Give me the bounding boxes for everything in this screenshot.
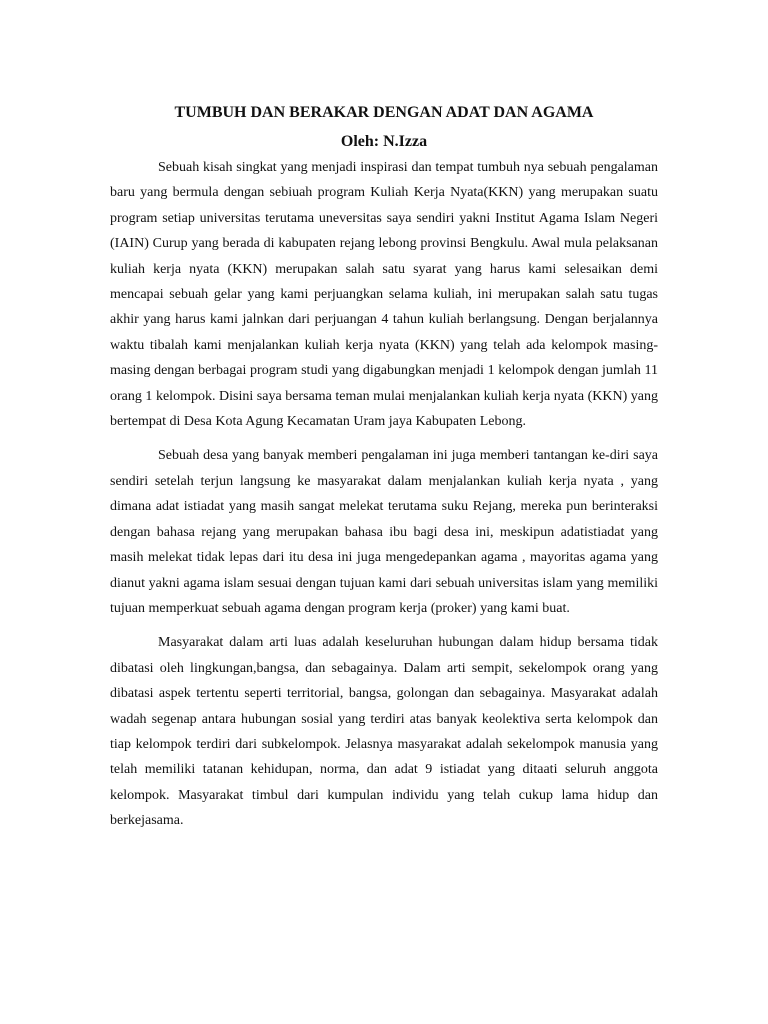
paragraph-1: Sebuah kisah singkat yang menjadi inspirasi dan tempat tumbuh nya sebuah pengalaman baru yang bermula dengan sebiuah program Kuliah Kerja Nyata(KKN) yang merupakan suatu program setiap universitas terutama uneversitas saya sendiri yakni Institut Agama Islam Negeri (IAIN) Curup yang berada di kabupaten rejang lebong provinsi Bengkulu. Awal mula pelaksanan kuliah kerja nyata (KKN) merupakan salah satu syarat yang harus kami selesaikan demi mencapai sebuah gelar yang kami perjuangkan selama kuliah, ini merupakan salah satu tugas akhir yang harus kami jalnkan dari perjuangan 4 tahun kuliah berlangsung. Dengan berjalannya waktu tibalah kami menjalankan kuliah kerja nyata (KKN) yang telah ada kelompok masing-masing dengan berbagai program studi yang digabungkan menjadi 1 kelompok dengan jumlah 11 orang 1 kelompok. Disini saya bersama teman mulai menjalankan kuliah kerja nyata (KKN) yang bertempat di Desa Kota Agung Kecamatan Uram jaya Kabupaten Lebong. <box>110 160 658 430</box>
document-title: TUMBUH DAN BERAKAR DENGAN ADAT DAN AGAMA <box>174 104 594 121</box>
paragraph-2: Sebuah desa yang banyak memberi pengalaman ini juga memberi tantangan ke-diri saya sendiri setelah terjun langsung ke masyarakat dalam menjalankan kuliah kerja nyata , yang dimana adat istiadat yang masih sangat melekat terutama suku Rejang, mereka pun berinteraksi dengan bahasa rejang yang merupakan bahasa ibu bagi desa ini, meskipun adatistiadat yang masih melekat tidak lepas dari itu desa ini juga mengedepankan agama , mayoritas agama yang dianut yakni agama islam sesuai dengan tujuan kami dari sebuah universitas islam yang memiliki tujuan memperkuat sebuah agama dengan program kerja (proker) yang kami buat. <box>110 448 658 616</box>
document-page <box>110 102 658 834</box>
paragraph-3: Masyarakat dalam arti luas adalah keseluruhan hubungan dalam hidup bersama tidak dibatasi oleh lingkungan,bangsa, dan sebagainya. Dalam arti sempit, sekelompok orang yang dibatasi aspek tertentu seperti territorial, bangsa, golongan dan sebagainya. Masyarakat adalah wadah segenap antara hubungan sosial yang terdiri atas banyak keolektiva serta kelompok dan tiap kelompok terdiri dari subkelompok. Jelasnya masyarakat adalah sekelompok manusia yang telah memiliki tatanan kehidupan, norma, dan adat 9 istiadat yang ditaati seluruh anggota kelompok. Masyarakat timbul dari kumpulan individu yang telah cukup lama hidup dan berkejasama. <box>110 635 658 829</box>
document-author: Oleh: N.Izza <box>340 133 428 150</box>
